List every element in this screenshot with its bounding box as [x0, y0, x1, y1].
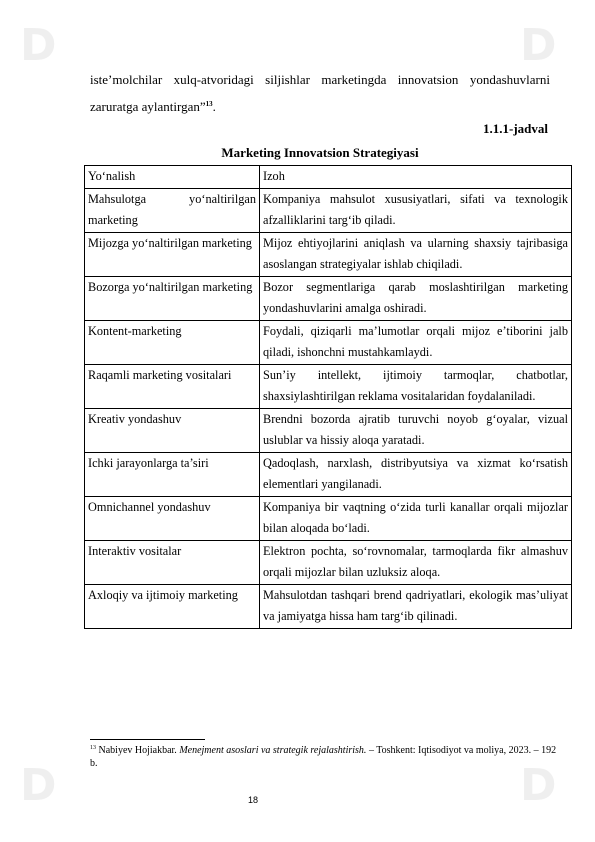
intro-paragraph	[90, 67, 550, 119]
row-direction: Raqamli marketing vositalari	[85, 364, 260, 408]
footnote-title: Menejment asoslari va strategik rejalashtirish.	[179, 745, 367, 756]
footnote-rest: – Toshkent: Iqtisodiyot va moliya, 2023. – 192 b.	[90, 745, 557, 769]
table-row	[85, 540, 572, 584]
table-row	[85, 276, 572, 320]
row-direction: Interaktiv vositalar	[85, 540, 260, 584]
footnote	[90, 742, 560, 770]
row-direction: Bozorga yo‘naltirilgan marketing	[85, 276, 260, 320]
table-row	[85, 496, 572, 540]
intro-text: iste’molchilar xulq-atvoridagi siljishlar marketingda innovatsion yondashuvlarni zaruratga aylantirgan”	[90, 72, 550, 114]
watermark: D	[20, 760, 57, 811]
table-row	[85, 320, 572, 364]
strategy-table	[84, 165, 572, 629]
row-direction: Mahsulotga yo‘naltirilgan marketing	[85, 188, 260, 232]
table-row	[85, 188, 572, 232]
row-description: Bozor segmentlariga qarab moslashtirilgan marketing yondashuvlarini amalga oshiradi.	[260, 276, 572, 320]
table-row	[85, 232, 572, 276]
row-direction: Kontent-marketing	[85, 320, 260, 364]
footnote-divider	[90, 739, 205, 740]
watermark: D	[520, 760, 557, 811]
row-description: Mahsulotdan tashqari brend qadriyatlari, ekologik mas’uliyat va jamiyatga hissa ham targ‘ib qilinadi.	[260, 584, 572, 628]
row-direction: Kreativ yondashuv	[85, 408, 260, 452]
table-title: Marketing Innovatsion Strategiyasi	[221, 145, 419, 160]
table-row	[85, 408, 572, 452]
intro-tail: .	[212, 99, 216, 114]
footnote-author: Nabiyev Hojiakbar.	[98, 745, 177, 756]
row-description: Mijoz ehtiyojlarini aniqlash va ularning shaxsiy tajribasiga asoslangan strategiyalar ishlab chiqiladi.	[260, 232, 572, 276]
header-description: Izoh	[260, 166, 572, 189]
table-row	[85, 584, 572, 628]
row-description: Brendni bozorda ajratib turuvchi noyob g‘oyalar, vizual uslublar va hissiy aloqa yaratadi.	[260, 408, 572, 452]
row-description: Qadoqlash, narxlash, distribyutsiya va xizmat ko‘rsatish elementlari yangilanadi.	[260, 452, 572, 496]
watermark: D	[520, 20, 557, 71]
row-direction: Mijozga yo‘naltirilgan marketing	[85, 232, 260, 276]
table-row	[85, 452, 572, 496]
footnote-ref: 13	[90, 745, 96, 751]
table-number: 1.1.1-jadval	[483, 121, 548, 136]
row-direction: Omnichannel yondashuv	[85, 496, 260, 540]
row-direction: Ichki jarayonlarga ta’siri	[85, 452, 260, 496]
header-direction: Yo‘nalish	[85, 166, 260, 189]
row-direction: Axloqiy va ijtimoiy marketing	[85, 584, 260, 628]
row-description: Kompaniya mahsulot xususiyatlari, sifati va texnologik afzalliklarini targ‘ib qiladi.	[260, 188, 572, 232]
row-description: Sun’iy intellekt, ijtimoiy tarmoqlar, chatbotlar, shaxsiylashtirilgan reklama vositalaridan foydalaniladi.	[260, 364, 572, 408]
row-description: Elektron pochta, so‘rovnomalar, tarmoqlarda fikr almashuv orqali mijozlar bilan uzluksiz aloqa.	[260, 540, 572, 584]
table-header-row	[85, 166, 572, 189]
watermark: D	[20, 20, 57, 71]
table-row	[85, 364, 572, 408]
row-description: Kompaniya bir vaqtning o‘zida turli kanallar orqali mijozlar bilan aloqada bo‘ladi.	[260, 496, 572, 540]
intro-footnote-ref[interactable]: 13	[205, 100, 213, 108]
row-description: Foydali, qiziqarli ma’lumotlar orqali mijoz e’tiborini jalb qiladi, ishonchni mustahkamlaydi.	[260, 320, 572, 364]
page-number: 18	[248, 795, 259, 805]
